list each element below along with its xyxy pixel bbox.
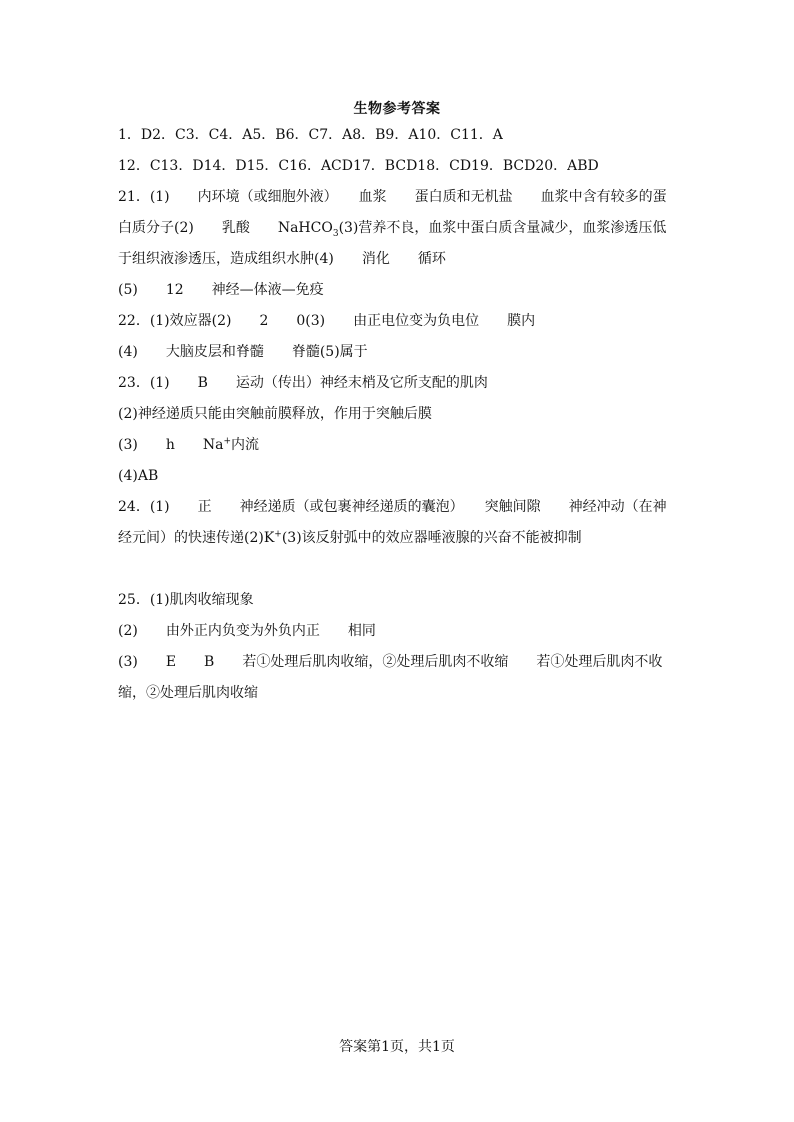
answer-q24-superscript: + [274,529,282,540]
answer-q22-line2: (4) 大脑皮层和脊髓 脊髓(5)属于 [118,344,368,360]
page-title: 生物参考答案 [353,101,441,117]
answer-q23-line3-post: 内流 [231,437,259,453]
answer-q21-part2: (3)营养不良，血浆中蛋白质含量减少，血浆渗透压低于组织液渗透压，造成组织水肿(4) 消化 循环 [118,220,667,267]
answer-q23-line3-pre: (3) h Na [118,437,224,453]
answer-q23-line3 [118,430,678,461]
answer-q25-line3: (3) E B 若①处理后肌肉收缩，②处理后肌肉不收缩 若①处理后肌肉不收缩，②处理后肌肉收缩 [118,654,663,701]
answer-q21 [118,182,678,275]
answer-q23-superscript: + [223,436,231,447]
answer-q24-post: (3)该反射弧中的效应器唾液腺的兴奋不能被抑制 [281,530,582,546]
answer-q21-part5: (5) 12 神经—体液—免疫 [118,282,324,298]
answer-q23-line2: (2)神经递质只能由突触前膜释放，作用于突触后膜 [118,406,432,422]
answer-q24-pre: 24．(1) 正 神经递质（或包裹神经递质的囊泡） 突触间隙 神经冲动（在神经元间）的快速传递(2)K [118,499,667,546]
answer-q23-line4: (4)AB [118,468,159,484]
answer-line-1-11: 1．D2．C3．C4．A5．B6．C7．A8．B9．A10．C11．A [118,127,503,143]
answer-body [118,120,678,709]
page-footer: 答案第1页，共1页 [339,1039,455,1055]
answer-q21-subscript: 3 [332,228,339,239]
answer-line-12-20: 12．C13．D14．D15．C16．ACD17．BCD18．CD19．BCD20．ABD [118,158,599,174]
answer-q22-line1: 22．(1)效应器(2) 2 0(3) 由正电位变为负电位 膜内 [118,313,536,329]
answer-q21-part1: 21．(1) 内环境（或细胞外液） 血浆 蛋白质和无机盐 血浆中含有较多的蛋白质分子(2) 乳酸 NaHCO [118,189,667,236]
answer-q24 [118,492,678,554]
answer-q25-line2: (2) 由外正内负变为外负内正 相同 [118,623,376,639]
answer-q25-line1: 25．(1)肌肉收缩现象 [118,592,254,608]
answer-q23-line1: 23．(1) B 运动（传出）神经末梢及它所支配的肌肉 [118,375,488,391]
blank-gap [118,554,678,585]
